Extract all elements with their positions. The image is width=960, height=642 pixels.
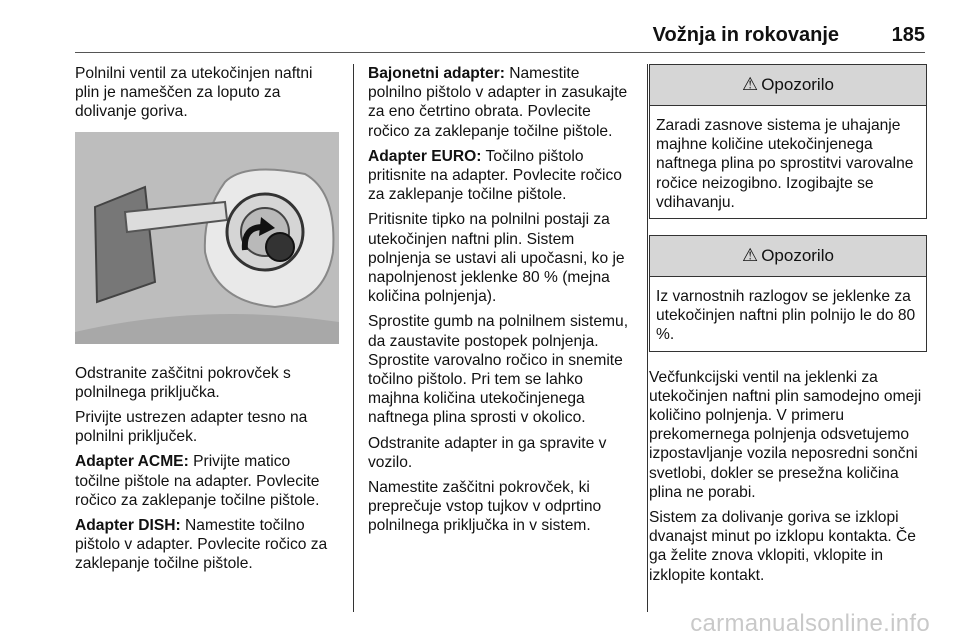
warning-text: Iz varnostnih razlogov se jeklenke za utekočinjen naftni plin polnijo le do 80 %. [656,288,916,344]
warning-triangle-icon: ⚠ [742,245,759,266]
dish-label: Adapter DISH: [75,517,181,535]
warning-box [649,235,927,352]
column-divider [647,64,648,612]
euro-paragraph [368,147,634,205]
intro-paragraph: Polnilni ventil za utekočinjen naftni plin je nameščen za loputo za dolivanje goriva. [75,65,313,121]
warning-triangle-icon: ⚠ [742,74,759,95]
bayonet-text: Namestite polnilno pištolo v adapter in zasukajte za eno četrtino obrata. Povlecite ročico za zaklepanje točilne pištole. [368,65,628,140]
multivalve-paragraph: Večfunkcijski ventil na jeklenki za utekočinjen naftni plin samodejno omeji količino polnjenja. V primeru prekomernega polnjenja odsvetujemo izpostavljanje vozila neposredni sončni svetlobi, dokler se presežna količina plina ne porabi. [649,368,922,501]
acme-paragraph [75,452,339,510]
refit-cap-paragraph: Namestite zaščitni pokrovček, ki preprečuje vstop tujkov v odprtino polnilnega priključka in v sistem. [368,479,602,535]
warning-header [650,65,926,106]
page-header [75,22,925,53]
warning-box [649,64,927,219]
warning-text: Zaradi zasnove sistema je uhajanje majhne količine utekočinjenega naftnega plina po sprostitvi varovalne ročice neizogibno. Izogibajte se vdihavanju. [656,117,914,211]
press-button-paragraph: Pritisnite tipko na polnilni postaji za utekočinjen naftni plin. Sistem polnjenja se ustavi ali upočasni, ko je napolnjenost jeklenke 80 % (mejna količina polnjenja). [368,211,625,306]
page-title: Vožnja in rokovanje [652,24,839,46]
system-shutoff-paragraph: Sistem za dolivanje goriva se izklopi dvanajst minut po izklopu kontakta. Če ga želite znova vklopiti, vklopite in izklopite kontakt. [649,509,916,584]
euro-label: Adapter EURO: [368,147,482,165]
acme-label: Adapter ACME: [75,453,189,471]
bayonet-paragraph [368,64,634,141]
column-divider [353,64,354,612]
column-middle [368,64,634,542]
screw-adapter-paragraph: Privijte ustrezen adapter tesno na polnilni priključek. [75,409,308,446]
acme-text: Privijte matico točilne pištole na adapter. Povlecite ročico za zaklepanje točilne pištole. [75,453,320,509]
remove-adapter-paragraph: Odstranite adapter in ga spravite v vozilo. [368,434,607,471]
release-button-paragraph: Sprostite gumb na polnilnem sistemu, da zaustavite postopek polnjenja. Sprostite varovalno ročico in snemite točilno pištolo. Pri tem se lahko majhna količina utekočinjenega naftnega plina sprosti v okolico. [368,313,629,427]
remove-cap-paragraph: Odstranite zaščitni pokrovček s polnilnega priključka. [75,364,291,401]
watermark: carmanualsonline.info [690,610,930,637]
dish-text: Namestite točilno pištolo v adapter. Povlecite ročico za zaklepanje točilne pištole. [75,517,328,573]
column-right [649,64,927,591]
euro-text: Točilno pištolo pritisnite na adapter. Povlecite ročico za zaklepanje točilne pištole. [368,147,622,204]
page-number: 185 [891,24,925,46]
fuel-filler-illustration [75,132,339,344]
warning-header [650,236,926,277]
column-left [75,64,339,580]
dish-paragraph [75,516,339,574]
warning-title: Opozorilo [761,246,834,266]
bayonet-label: Bajonetni adapter: [368,65,505,82]
warning-title: Opozorilo [761,75,834,95]
